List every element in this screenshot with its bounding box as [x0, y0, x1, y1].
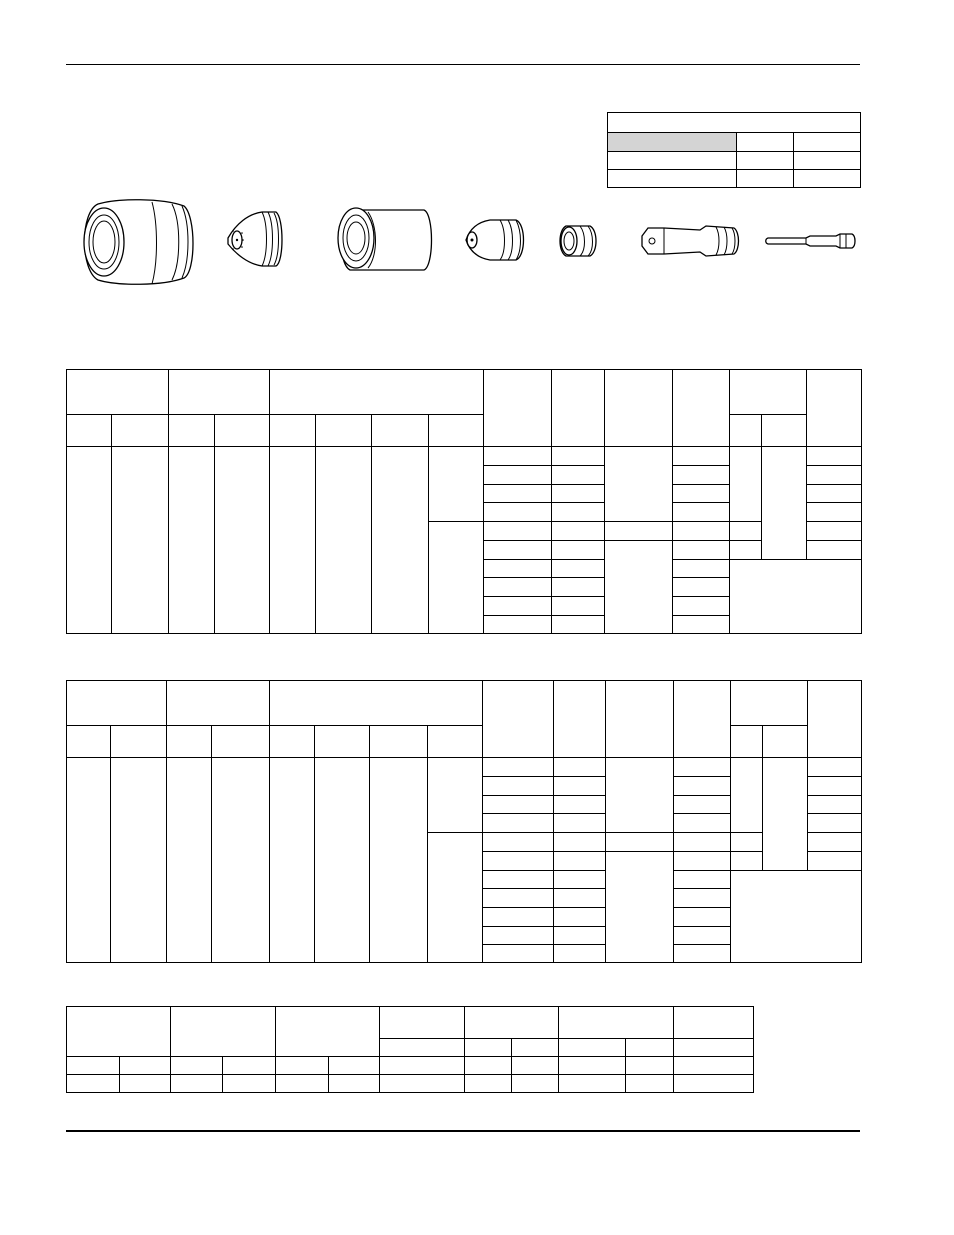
- table-cell: [807, 541, 862, 560]
- table-cell: [316, 447, 372, 634]
- table-cell: [276, 1075, 329, 1093]
- table-cell: [552, 541, 605, 560]
- table-cell: [554, 796, 606, 814]
- summary-table: [66, 1006, 754, 1093]
- table-cell: [465, 1075, 512, 1093]
- table-cell: [215, 447, 270, 634]
- table-cell: [673, 466, 730, 485]
- subheader-cell: [731, 726, 763, 758]
- table-cell: [674, 945, 731, 963]
- subheader-cell: [67, 726, 111, 758]
- table-cell: [329, 1075, 380, 1093]
- subheader-cell: [626, 1057, 674, 1075]
- table-cell: [484, 466, 552, 485]
- table-cell: [554, 889, 606, 908]
- header-cell: [554, 681, 606, 758]
- subheader-cell: [370, 726, 428, 758]
- table-cell: [674, 852, 731, 871]
- subheader-cell: [111, 726, 167, 758]
- table-cell: [807, 485, 862, 503]
- header-cell: [552, 370, 605, 447]
- subheader-cell: [674, 1039, 754, 1057]
- subheader-cell: [428, 726, 483, 758]
- header-cell: [673, 370, 730, 447]
- table-cell: [223, 1075, 276, 1093]
- table-cell: [554, 908, 606, 927]
- table-cell: [808, 758, 862, 777]
- table-cell: [674, 833, 731, 852]
- subheader-cell: [512, 1057, 559, 1075]
- subheader-cell: [329, 1057, 380, 1075]
- table-cell: [484, 541, 552, 560]
- subheader-cell: [171, 1057, 223, 1075]
- table-cell: [673, 503, 730, 522]
- table-cell: [484, 522, 552, 541]
- header-cell: [606, 681, 674, 758]
- table-cell: [731, 833, 763, 852]
- footer-rule: [66, 1130, 860, 1132]
- table-cell: [674, 796, 731, 814]
- table-cell: [605, 522, 673, 541]
- table-cell: [552, 522, 605, 541]
- header-cell: [674, 681, 731, 758]
- table-cell: [111, 758, 167, 963]
- subheader-cell: [512, 1039, 559, 1057]
- table-cell: [674, 758, 731, 777]
- subheader-cell: [315, 726, 370, 758]
- table-cell: [674, 814, 731, 833]
- header-cell: [67, 370, 169, 415]
- table-cell: [212, 758, 270, 963]
- subheader-cell: [167, 726, 212, 758]
- table-cell: [763, 758, 808, 871]
- subheader-cell: [730, 415, 762, 447]
- header-cell: [807, 370, 862, 447]
- retaining-cap-icon: [338, 208, 432, 270]
- table-cell: [730, 560, 862, 634]
- table-cell: [552, 466, 605, 485]
- table-cell: [483, 758, 554, 777]
- table-cell: [673, 578, 730, 597]
- header-cell: [380, 1007, 465, 1039]
- table-cell: [559, 1075, 626, 1093]
- table-cell: [167, 758, 212, 963]
- table-cell: [552, 616, 605, 634]
- table-cell: [120, 1075, 171, 1093]
- table-cell: [112, 447, 169, 634]
- subheader-cell: [270, 415, 316, 447]
- table-cell: [808, 852, 862, 871]
- table-cell: [605, 447, 673, 522]
- table-cell: [552, 578, 605, 597]
- table-cell: [483, 814, 554, 833]
- subheader-cell: [465, 1057, 512, 1075]
- table-cell: [673, 560, 730, 578]
- subheader-cell: [626, 1039, 674, 1057]
- table-cell: [429, 522, 484, 634]
- header-cell: [605, 370, 673, 447]
- table-cell: [552, 560, 605, 578]
- table-cell: [270, 758, 315, 963]
- header-cell: [484, 370, 552, 447]
- subheader-cell: [674, 1057, 754, 1075]
- table-cell: [730, 522, 762, 541]
- table-cell: [484, 503, 552, 522]
- table-cell: [483, 889, 554, 908]
- table-cell: [483, 777, 554, 796]
- table-cell: [372, 447, 429, 634]
- table-cell: [731, 758, 763, 833]
- table-cell: [730, 541, 762, 560]
- table-cell: [674, 908, 731, 927]
- header-cell: [276, 1007, 380, 1057]
- header-cell: [808, 681, 862, 758]
- table-cell: [484, 447, 552, 466]
- header-cell: [730, 370, 807, 415]
- cut-table-2: [66, 680, 862, 963]
- subheader-cell: [67, 415, 112, 447]
- subheader-cell: [559, 1057, 626, 1075]
- subheader-cell: [762, 415, 807, 447]
- table-cell: [807, 447, 862, 466]
- header-cell: [67, 681, 167, 726]
- table-cell: [169, 447, 215, 634]
- table-cell: [731, 871, 862, 963]
- table-cell: [67, 1075, 120, 1093]
- nozzle-icon: [466, 220, 524, 260]
- consumables-figure: [0, 0, 954, 300]
- subheader-cell: [763, 726, 808, 758]
- table-cell: [270, 447, 316, 634]
- header-cell: [270, 370, 484, 415]
- table-cell: [554, 945, 606, 963]
- table-cell: [552, 485, 605, 503]
- table-cell: [483, 908, 554, 927]
- table-cell: [554, 833, 606, 852]
- subheader-cell: [465, 1039, 512, 1057]
- table-cell: [673, 616, 730, 634]
- table-cell: [808, 777, 862, 796]
- subheader-cell: [559, 1039, 626, 1057]
- table-cell: [554, 871, 606, 889]
- table-cell: [370, 758, 428, 963]
- table-cell: [483, 833, 554, 852]
- table-cell: [484, 578, 552, 597]
- subheader-cell: [215, 415, 270, 447]
- shield-icon: [228, 212, 282, 266]
- table-cell: [380, 1075, 465, 1093]
- retaining-cap-icon: [84, 200, 193, 285]
- table-cell: [730, 447, 762, 522]
- table-cell: [554, 852, 606, 871]
- subheader-cell: [276, 1057, 329, 1075]
- subheader-cell: [169, 415, 215, 447]
- electrode-icon: [642, 226, 739, 256]
- header-cell: [559, 1007, 674, 1039]
- table-cell: [674, 871, 731, 889]
- table-cell: [554, 777, 606, 796]
- subheader-cell: [429, 415, 484, 447]
- table-cell: [484, 616, 552, 634]
- table-cell: [606, 833, 674, 852]
- table-cell: [429, 447, 484, 522]
- table-cell: [674, 927, 731, 945]
- subheader-cell: [372, 415, 429, 447]
- table-cell: [554, 814, 606, 833]
- subheader-cell: [112, 415, 169, 447]
- subheader-cell: [380, 1039, 465, 1057]
- table-cell: [808, 833, 862, 852]
- header-cell: [483, 681, 554, 758]
- water-tube-icon: [766, 234, 855, 248]
- table-cell: [674, 777, 731, 796]
- header-cell: [465, 1007, 559, 1039]
- header-cell: [167, 681, 270, 726]
- table-cell: [673, 447, 730, 466]
- subheader-cell: [120, 1057, 171, 1075]
- table-cell: [807, 522, 862, 541]
- header-cell: [270, 681, 483, 726]
- table-cell: [673, 541, 730, 560]
- table-cell: [605, 541, 673, 634]
- table-cell: [554, 927, 606, 945]
- table-cell: [315, 758, 370, 963]
- subheader-cell: [380, 1057, 465, 1075]
- table-cell: [606, 758, 674, 833]
- table-cell: [484, 560, 552, 578]
- table-cell: [552, 503, 605, 522]
- table-cell: [483, 945, 554, 963]
- table-cell: [171, 1075, 223, 1093]
- table-cell: [674, 1075, 754, 1093]
- table-cell: [554, 758, 606, 777]
- table-cell: [807, 466, 862, 485]
- table-cell: [428, 833, 483, 963]
- table-cell: [483, 852, 554, 871]
- cut-table-1: [66, 369, 862, 634]
- header-cell: [171, 1007, 276, 1057]
- table-cell: [67, 447, 112, 634]
- subheader-cell: [223, 1057, 276, 1075]
- table-cell: [808, 814, 862, 833]
- table-cell: [807, 503, 862, 522]
- subheader-cell: [270, 726, 315, 758]
- swirl-ring-icon: [560, 226, 596, 256]
- table-cell: [552, 447, 605, 466]
- table-cell: [483, 796, 554, 814]
- table-cell: [674, 889, 731, 908]
- header-cell: [169, 370, 270, 415]
- table-cell: [808, 796, 862, 814]
- header-cell: [731, 681, 808, 726]
- table-cell: [483, 871, 554, 889]
- table-cell: [512, 1075, 559, 1093]
- table-cell: [626, 1075, 674, 1093]
- table-cell: [428, 758, 483, 833]
- table-cell: [484, 597, 552, 616]
- table-cell: [606, 852, 674, 963]
- table-cell: [552, 597, 605, 616]
- table-cell: [67, 758, 111, 963]
- table-cell: [484, 485, 552, 503]
- subheader-cell: [316, 415, 372, 447]
- table-cell: [673, 522, 730, 541]
- table-cell: [673, 597, 730, 616]
- subheader-cell: [212, 726, 270, 758]
- table-cell: [483, 927, 554, 945]
- table-cell: [762, 447, 807, 560]
- header-cell: [67, 1007, 171, 1057]
- subheader-cell: [67, 1057, 120, 1075]
- table-cell: [731, 852, 763, 871]
- header-cell: [674, 1007, 754, 1039]
- table-cell: [673, 485, 730, 503]
